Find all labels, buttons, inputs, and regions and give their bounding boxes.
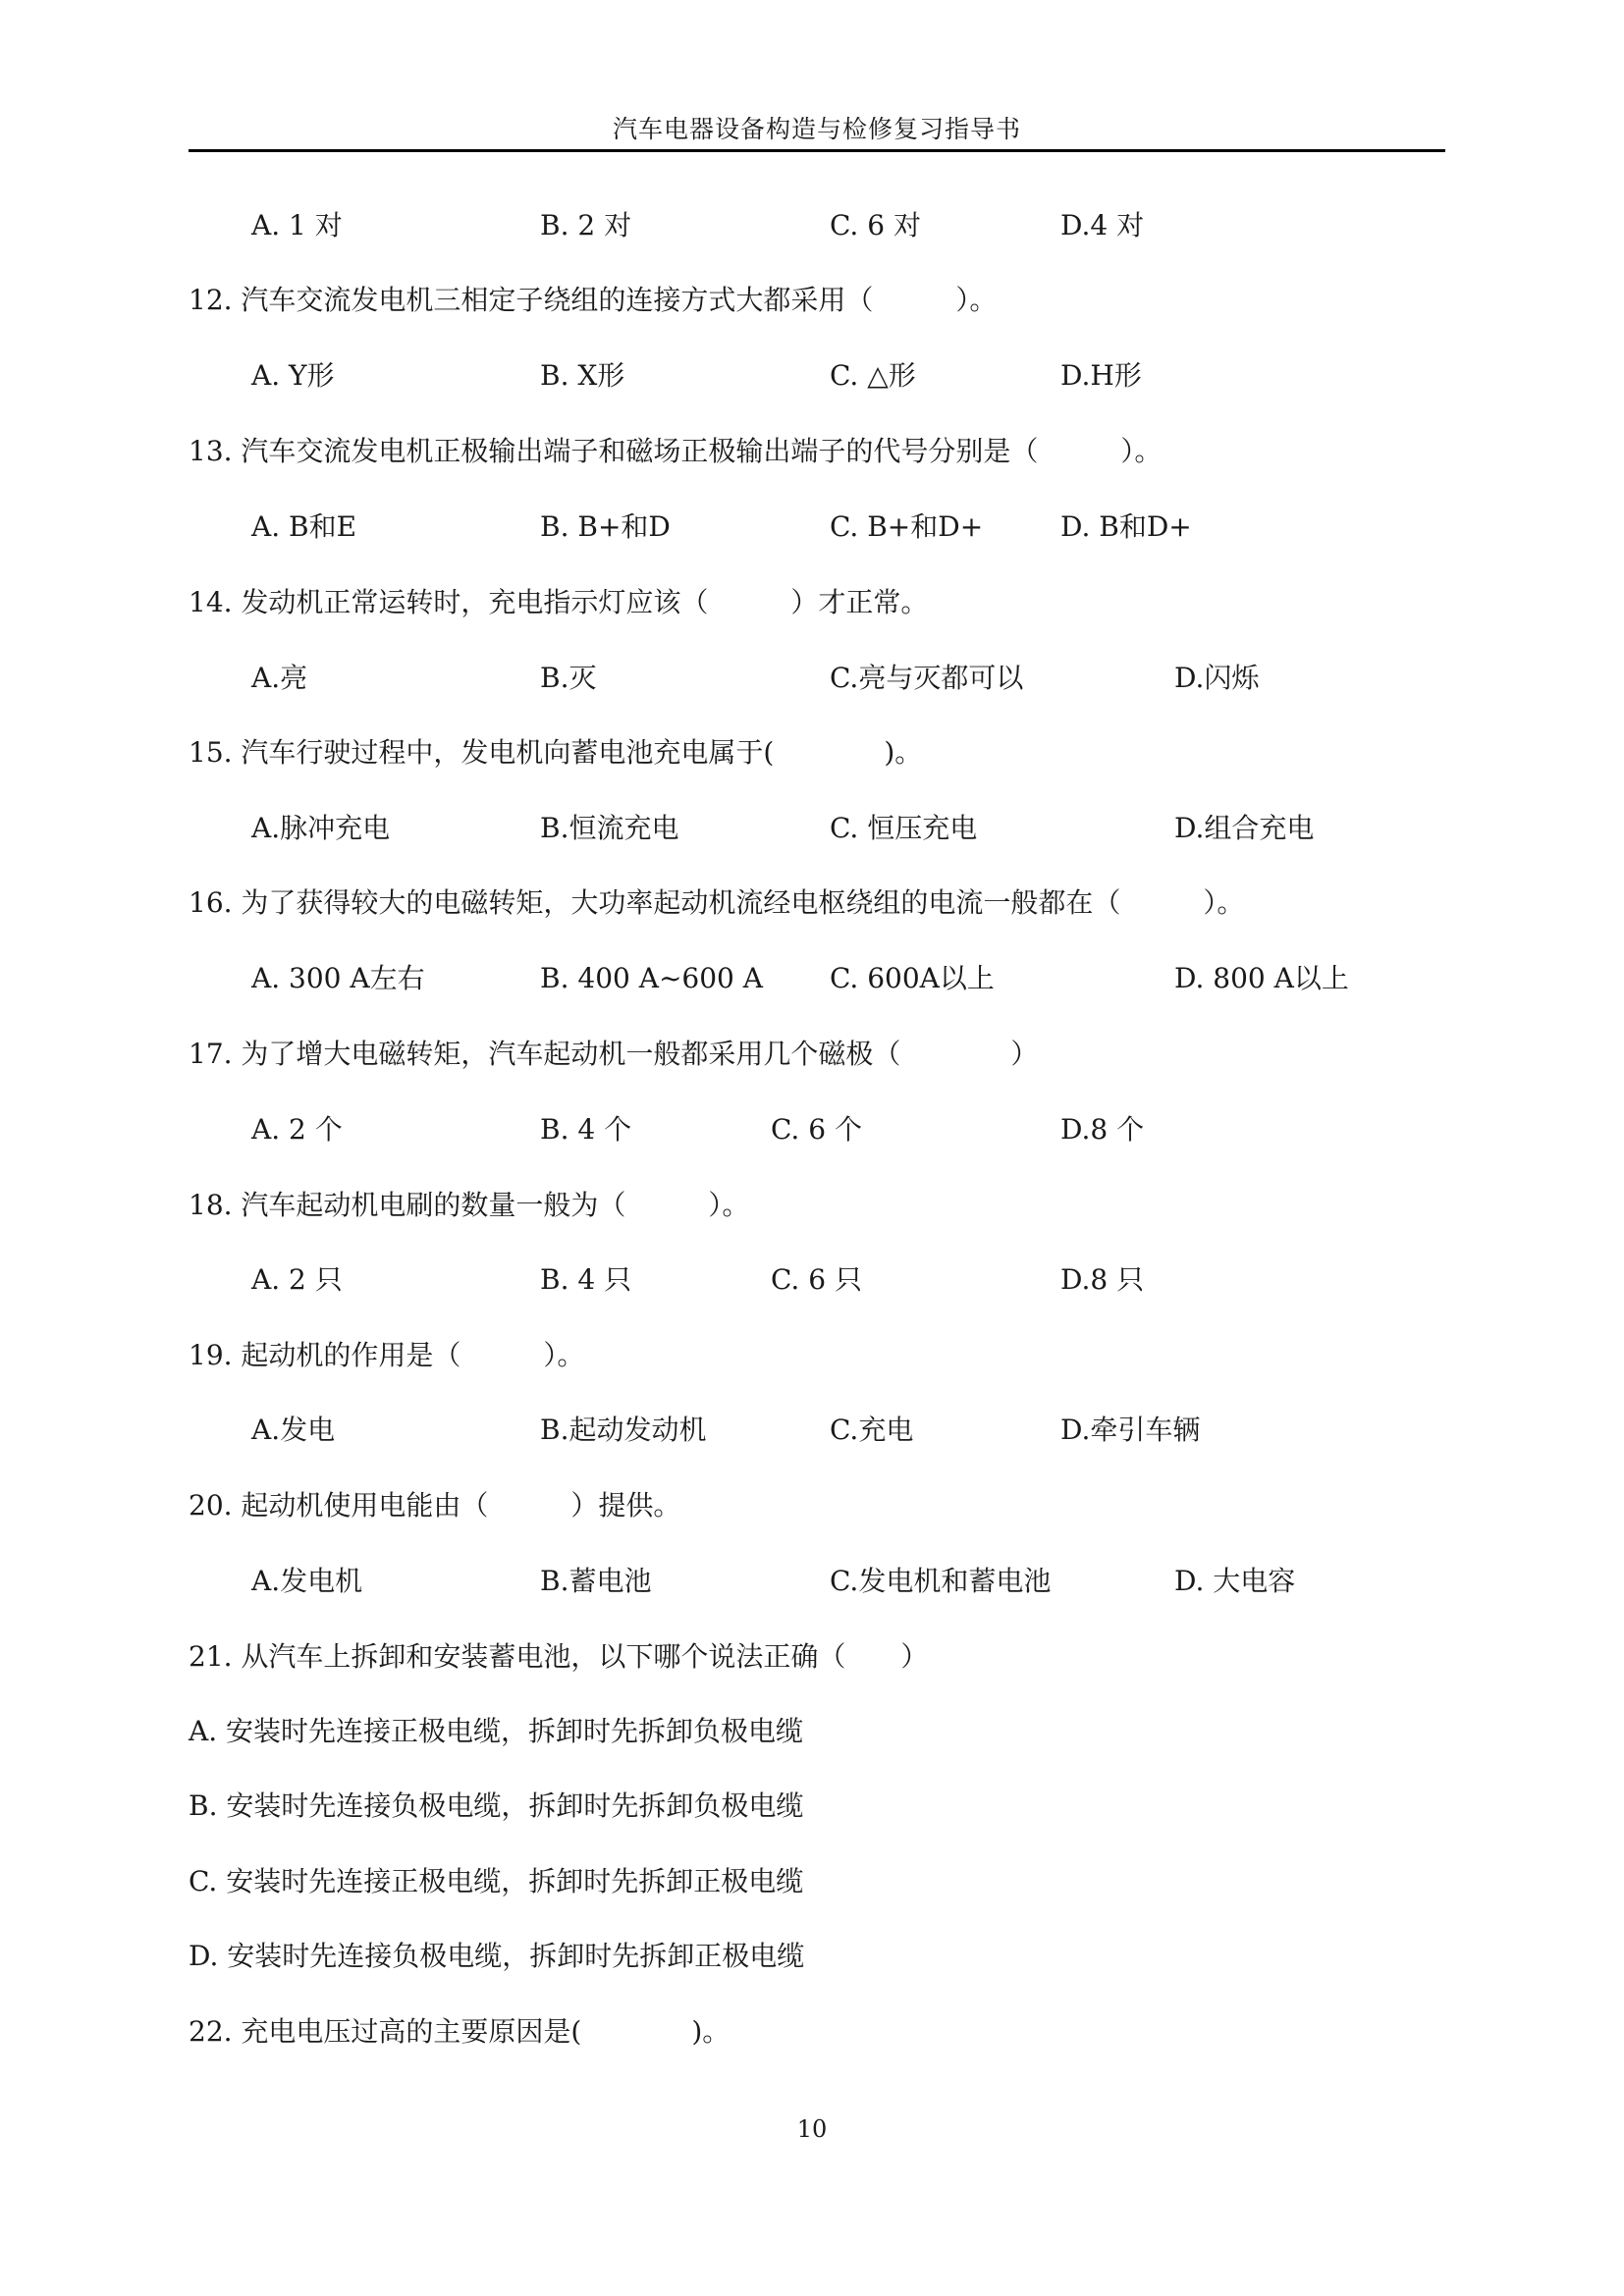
question-16-stem: 16. 为了获得较大的电磁转矩，大功率起动机流经电枢绕组的电流一般都在（ ）。 [189,886,1245,919]
question-15-stem: 15. 汽车行驶过程中，发电机向蓄电池充电属于( )。 [189,736,923,769]
q15-option-b: B.恒流充电 [540,812,679,844]
question-18-stem: 18. 汽车起动机电刷的数量一般为（ ）。 [189,1189,750,1221]
question-12-stem: 12. 汽车交流发电机三相定子绕组的连接方式大都采用（ ）。 [189,284,998,316]
q20-option-d: D. 大电容 [1174,1565,1296,1597]
q12-option-c: C. △形 [830,359,916,392]
question-17-stem: 17. 为了增大电磁转矩，汽车起动机一般都采用几个磁极（ ） [189,1038,1039,1070]
q14-option-a: A.亮 [251,662,308,694]
q21-option-a: A. 安装时先连接正极电缆，拆卸时先拆卸负极电缆 [189,1715,804,1747]
question-21-stem: 21. 从汽车上拆卸和安装蓄电池，以下哪个说法正确（ ） [189,1640,929,1673]
q21-option-b: B. 安装时先连接负极电缆，拆卸时先拆卸负极电缆 [189,1789,804,1822]
q12-option-a: A. Y形 [251,359,335,392]
q16-option-b: B. 400 A~600 A [540,962,763,994]
q17-option-d: D.8 个 [1060,1113,1145,1146]
q18-option-a: A. 2 只 [251,1263,343,1296]
q18-option-d: D.8 只 [1060,1263,1145,1296]
q15-option-a: A.脉冲充电 [251,812,391,844]
q12-option-d: D.H形 [1060,359,1142,392]
q20-option-c: C.发电机和蓄电池 [830,1565,1052,1597]
q18-option-c: C. 6 只 [771,1263,862,1296]
q20-option-a: A.发电机 [251,1565,363,1597]
q13-option-a: A. B和E [251,510,357,543]
q11-option-c: C. 6 对 [830,209,921,241]
q21-option-d: D. 安装时先连接负极电缆，拆卸时先拆卸正极电缆 [189,1940,805,1972]
header-divider [189,149,1445,152]
page-number: 10 [796,2115,828,2143]
q13-option-b: B. B+和D [540,510,671,543]
q14-option-b: B.灭 [540,662,597,694]
q13-option-c: C. B+和D+ [830,510,984,543]
question-22-stem: 22. 充电电压过高的主要原因是( )。 [189,2015,731,2048]
question-14-stem: 14. 发动机正常运转时，充电指示灯应该（ ）才正常。 [189,586,929,618]
q19-option-a: A.发电 [251,1414,336,1446]
q16-option-a: A. 300 A左右 [251,962,425,994]
q19-option-b: B.起动发动机 [540,1414,707,1446]
question-13-stem: 13. 汽车交流发电机正极输出端子和磁场正极输出端子的代号分别是（ ）。 [189,435,1163,467]
q17-option-b: B. 4 个 [540,1113,632,1146]
q18-option-b: B. 4 只 [540,1263,632,1296]
q14-option-d: D.闪烁 [1174,662,1260,694]
q11-option-d: D.4 对 [1060,209,1145,241]
q16-option-c: C. 600A以上 [830,962,995,994]
question-20-stem: 20. 起动机使用电能由（ ）提供。 [189,1489,681,1522]
q11-option-b: B. 2 对 [540,209,632,241]
q14-option-c: C.亮与灭都可以 [830,662,1024,694]
q19-option-d: D.牵引车辆 [1060,1414,1201,1446]
q11-option-a: A. 1 对 [251,209,343,241]
q20-option-b: B.蓄电池 [540,1565,652,1597]
q13-option-d: D. B和D+ [1060,510,1192,543]
q21-option-c: C. 安装时先连接正极电缆，拆卸时先拆卸正极电缆 [189,1865,804,1897]
q12-option-b: B. X形 [540,359,625,392]
q17-option-a: A. 2 个 [251,1113,343,1146]
q15-option-d: D.组合充电 [1174,812,1315,844]
question-19-stem: 19. 起动机的作用是（ ）。 [189,1339,585,1371]
q15-option-c: C. 恒压充电 [830,812,978,844]
page-header-title: 汽车电器设备构造与检修复习指导书 [612,115,1021,143]
q19-option-c: C.充电 [830,1414,914,1446]
q16-option-d: D. 800 A以上 [1174,962,1349,994]
q17-option-c: C. 6 个 [771,1113,862,1146]
